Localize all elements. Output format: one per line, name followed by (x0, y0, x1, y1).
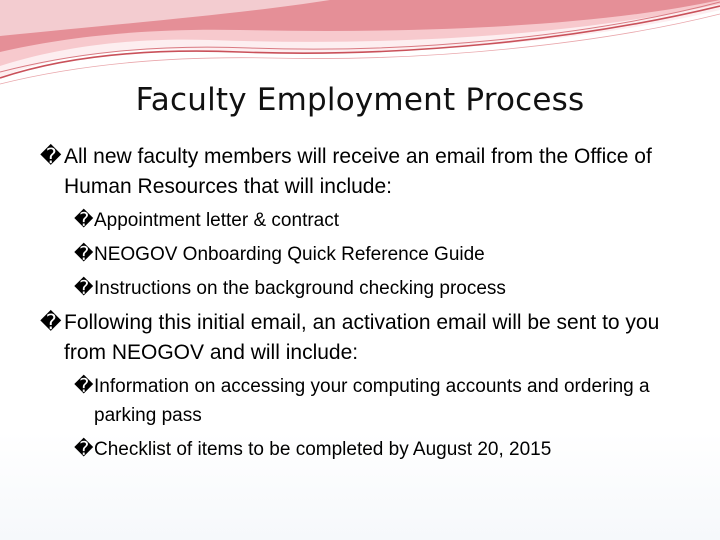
bullet-item (40, 308, 700, 368)
bullet-glyph-icon: � (40, 311, 62, 334)
bullet-glyph-icon: � (74, 439, 94, 460)
bullet-text: Following this initial email, an activation email will be sent to you from NEOGOV and will include: (64, 311, 660, 364)
sub-bullet-item (40, 274, 700, 303)
sub-bullet-item (40, 206, 700, 235)
sub-bullet-text: Appointment letter & contract (94, 210, 340, 231)
bullet-glyph-icon: � (40, 145, 62, 168)
sub-bullet-text: Information on accessing your computing accounts and ordering a parking pass (94, 376, 650, 426)
sub-bullet-item (40, 435, 700, 464)
slide-body (40, 142, 700, 469)
bullet-glyph-icon: � (74, 278, 94, 299)
bullet-glyph-icon: � (74, 376, 94, 397)
bullet-glyph-icon: � (74, 210, 94, 231)
sub-bullet-text: Instructions on the background checking process (94, 278, 506, 299)
sub-bullet-item (40, 240, 700, 269)
sub-bullet-list (40, 206, 700, 303)
sub-bullet-item (40, 372, 700, 430)
bullet-text: All new faculty members will receive an email from the Office of Human Resources that will include: (64, 145, 652, 198)
sub-bullet-text: NEOGOV Onboarding Quick Reference Guide (94, 244, 485, 265)
sub-bullet-text: Checklist of items to be completed by August 20, 2015 (94, 439, 552, 460)
header-swoosh-decoration (0, 0, 720, 90)
bullet-item (40, 142, 700, 202)
slide-title: Faculty Employment Process (135, 82, 585, 118)
sub-bullet-list (40, 372, 700, 464)
bullet-glyph-icon: � (74, 244, 94, 265)
